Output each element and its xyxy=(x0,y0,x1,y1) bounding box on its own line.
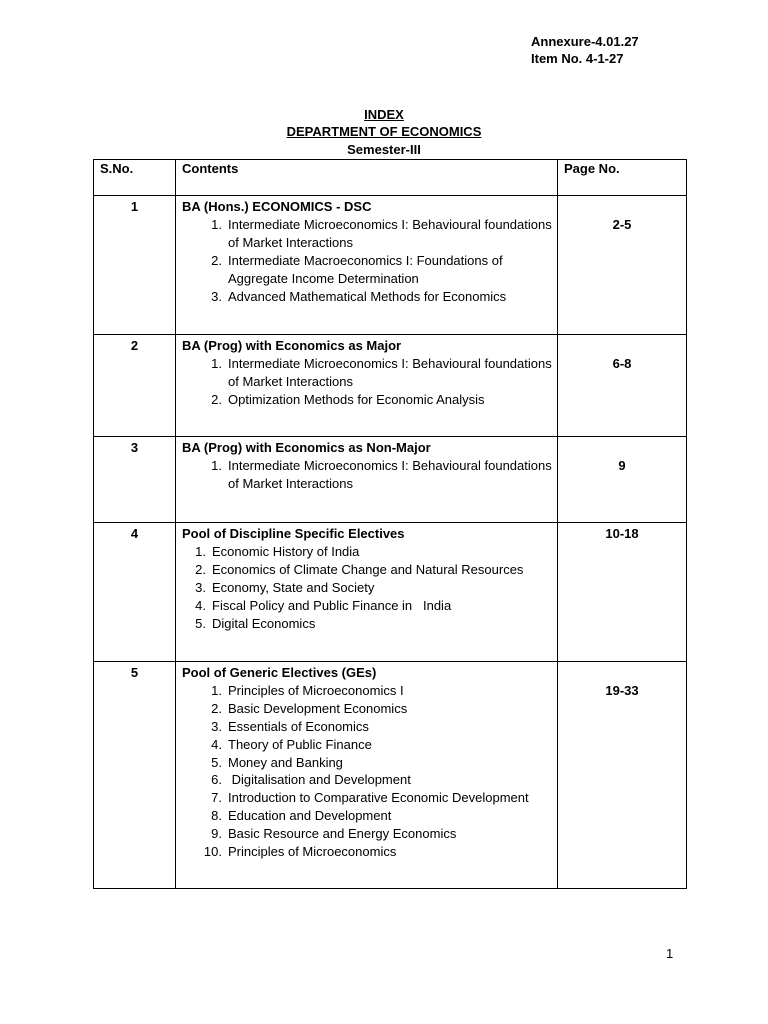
list-item-number: 7. xyxy=(211,790,222,806)
section-title: BA (Prog) with Economics as Major xyxy=(182,338,402,353)
course-list xyxy=(182,216,553,306)
list-item xyxy=(182,355,553,391)
table-row xyxy=(94,662,687,889)
table-header-row xyxy=(94,160,687,196)
list-item-text: Money and Banking xyxy=(228,754,343,770)
section-title: BA (Hons.) ECONOMICS - DSC xyxy=(182,199,372,214)
row-page-range xyxy=(558,437,687,523)
list-item xyxy=(182,789,553,807)
list-item-text: Intermediate Microeconomics I: Behavioural foundations of Market Interactions xyxy=(228,457,552,491)
row-serial-number: 5 xyxy=(94,662,176,889)
list-item-number: 3. xyxy=(211,718,222,734)
course-list xyxy=(182,543,553,633)
list-item-number: 2. xyxy=(211,391,222,407)
list-item-number: 1. xyxy=(211,216,222,232)
list-item-text: Advanced Mathematical Methods for Economics xyxy=(228,288,507,304)
list-item-text: Essentials of Economics xyxy=(228,718,369,734)
list-item-text: Economic History of India xyxy=(212,543,360,559)
column-header-contents: Contents xyxy=(176,160,558,196)
list-item-number: 2. xyxy=(195,561,206,577)
row-page-range xyxy=(558,662,687,889)
list-item xyxy=(182,718,553,736)
column-header-page-no: Page No. xyxy=(558,160,687,196)
course-list xyxy=(182,355,553,409)
row-serial-number: 3 xyxy=(94,437,176,523)
list-item-text: Theory of Public Finance xyxy=(228,736,372,752)
course-list xyxy=(182,682,553,861)
page-number: 1 xyxy=(666,946,674,961)
list-item xyxy=(182,700,553,718)
list-item-number: 1. xyxy=(211,457,222,473)
list-item-number: 1. xyxy=(211,682,222,698)
row-contents xyxy=(176,523,558,662)
list-item-text: Optimization Methods for Economic Analysis xyxy=(228,391,485,407)
list-item xyxy=(182,216,553,252)
list-item-text: Economy, State and Society xyxy=(212,579,375,595)
list-item-number: 1. xyxy=(195,543,206,559)
annexure-label: Annexure-4.01.27 xyxy=(531,34,639,49)
index-title-text: INDEX xyxy=(364,107,404,122)
table-row xyxy=(94,335,687,437)
list-item xyxy=(182,579,553,597)
page-range-text: 9 xyxy=(618,458,626,473)
column-header-sno: S.No. xyxy=(94,160,176,196)
list-item-text: Intermediate Microeconomics I: Behavioural foundations of Market Interactions xyxy=(228,355,552,389)
section-title: Pool of Discipline Specific Electives xyxy=(182,526,405,541)
department-title-text: DEPARTMENT OF ECONOMICS xyxy=(286,124,482,139)
row-contents xyxy=(176,662,558,889)
list-item xyxy=(182,807,553,825)
section-title: BA (Prog) with Economics as Non-Major xyxy=(182,440,431,455)
list-item xyxy=(182,288,553,306)
list-item-text: Basic Resource and Energy Economics xyxy=(228,826,457,842)
list-item-number: 9. xyxy=(211,826,222,842)
list-item-text: Basic Development Economics xyxy=(228,700,408,716)
row-serial-number: 2 xyxy=(94,335,176,437)
table-row xyxy=(94,523,687,662)
list-item-number: 3. xyxy=(211,288,222,304)
table-row xyxy=(94,437,687,523)
semester-title-text: Semester-III xyxy=(347,142,421,157)
department-title xyxy=(0,123,768,140)
row-contents xyxy=(176,335,558,437)
table-row xyxy=(94,196,687,335)
list-item-number: 2. xyxy=(211,252,222,268)
list-item xyxy=(182,771,553,789)
list-item xyxy=(182,682,553,700)
semester-title xyxy=(0,141,768,158)
list-item-number: 5. xyxy=(211,754,222,770)
list-item xyxy=(182,391,553,409)
list-item-text: Introduction to Comparative Economic Development xyxy=(228,790,529,806)
page-range-text: 6-8 xyxy=(612,356,632,371)
list-item-number: 10. xyxy=(203,844,222,860)
row-contents xyxy=(176,437,558,523)
list-item xyxy=(182,543,553,561)
list-item xyxy=(182,736,553,754)
row-contents xyxy=(176,196,558,335)
list-item xyxy=(182,561,553,579)
list-item-text: Intermediate Microeconomics I: Behavioural foundations of Market Interactions xyxy=(228,216,552,250)
list-item xyxy=(182,615,553,633)
list-item-number: 1. xyxy=(211,355,222,371)
list-item-text: Education and Development xyxy=(228,808,392,824)
page-range-text: 19-33 xyxy=(605,683,639,698)
row-serial-number: 1 xyxy=(94,196,176,335)
row-page-range xyxy=(558,335,687,437)
list-item xyxy=(182,457,553,493)
list-item-number: 3. xyxy=(195,579,206,595)
page-range-text: 10-18 xyxy=(605,526,639,541)
list-item xyxy=(182,754,553,772)
list-item-number: 4. xyxy=(195,597,206,613)
list-item-text: Digitalisation and Development xyxy=(228,772,411,788)
list-item xyxy=(182,825,553,843)
annexure-header xyxy=(531,33,639,67)
list-item xyxy=(182,843,553,861)
row-page-range xyxy=(558,523,687,662)
list-item-text: Digital Economics xyxy=(212,615,316,631)
list-item-text: Fiscal Policy and Public Finance in India xyxy=(212,597,452,613)
list-item-text: Intermediate Macroeconomics I: Foundations of Aggregate Income Determination xyxy=(228,252,503,286)
course-list xyxy=(182,457,553,493)
list-item xyxy=(182,597,553,615)
list-item-number: 8. xyxy=(211,808,222,824)
list-item xyxy=(182,252,553,288)
list-item-number: 6. xyxy=(211,772,222,788)
page-range-text: 2-5 xyxy=(612,217,632,232)
row-serial-number: 4 xyxy=(94,523,176,662)
row-page-range xyxy=(558,196,687,335)
list-item-number: 2. xyxy=(211,700,222,716)
index-title xyxy=(0,106,768,123)
list-item-text: Principles of Microeconomics I xyxy=(228,682,404,698)
list-item-text: Economics of Climate Change and Natural Resources xyxy=(212,561,524,577)
index-table xyxy=(93,159,687,889)
list-item-text: Principles of Microeconomics xyxy=(228,844,397,860)
section-title: Pool of Generic Electives (GEs) xyxy=(182,665,377,680)
list-item-number: 4. xyxy=(211,736,222,752)
item-number-label: Item No. 4-1-27 xyxy=(531,51,624,66)
list-item-number: 5. xyxy=(195,615,206,631)
